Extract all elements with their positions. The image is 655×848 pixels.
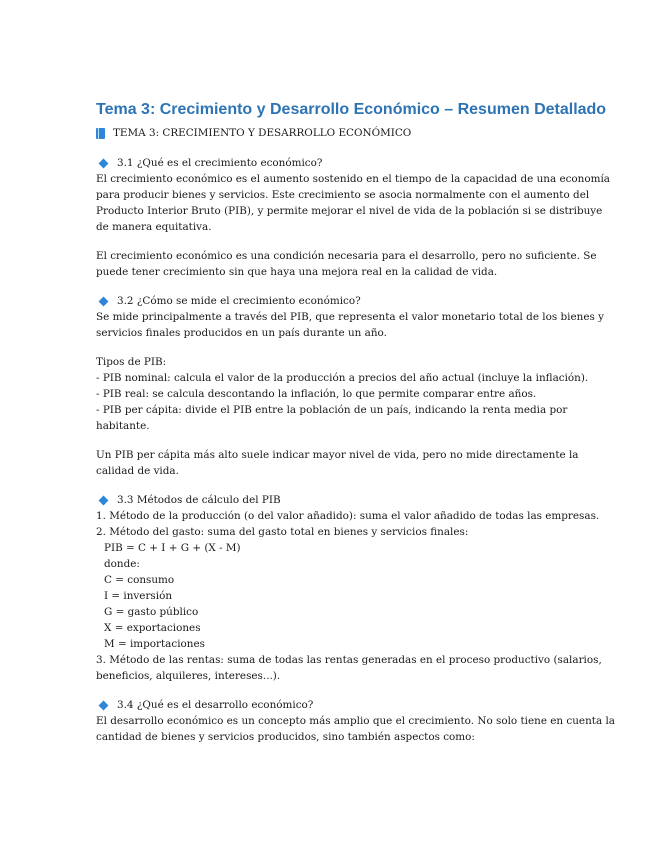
document-title: Tema 3: Crecimiento y Desarrollo Económico – Resumen Detallado <box>96 101 607 118</box>
formula-line: donde: <box>104 558 140 570</box>
heading-text: 3.2 ¿Cómo se mide el crecimiento económico? <box>117 295 361 307</box>
pib-types-list <box>96 354 615 434</box>
list-item: - PIB per cápita: divide el PIB entre la población de un país, indicando la renta media por habitante. <box>96 404 568 432</box>
list-item: 1. Método de la producción (o del valor añadido): suma el valor añadido de todas las empresas. <box>96 510 600 522</box>
section-heading <box>96 155 615 171</box>
diamond-bullet-icon <box>99 296 109 306</box>
paragraph: Se mide principalmente a través del PIB, que representa el valor monetario total de los bienes y servicios finales producidos en un país durante un año. <box>96 311 604 339</box>
section-3-2 <box>96 293 615 479</box>
section-3-3 <box>96 492 615 684</box>
formula-line: I = inversión <box>104 590 173 602</box>
formula-line: X = exportaciones <box>104 622 201 634</box>
methods-list <box>96 508 615 684</box>
section-heading <box>96 492 615 508</box>
diamond-bullet-icon <box>99 495 109 505</box>
heading-text: 3.4 ¿Qué es el desarrollo económico? <box>117 699 314 711</box>
list-label: Tipos de PIB: <box>96 356 167 368</box>
heading-text: 3.1 ¿Qué es el crecimiento económico? <box>117 157 323 169</box>
section-heading <box>96 293 615 309</box>
formula-line: PIB = C + I + G + (X - M) <box>104 542 241 554</box>
section-3-4 <box>96 697 615 745</box>
subtitle-text: TEMA 3: CRECIMIENTO Y DESARROLLO ECONÓMICO <box>113 127 412 139</box>
list-item: - PIB nominal: calcula el valor de la producción a precios del año actual (incluye la inflación). <box>96 372 589 384</box>
formula-line: C = consumo <box>104 574 175 586</box>
heading-text: 3.3 Métodos de cálculo del PIB <box>117 494 281 506</box>
list-item: 2. Método del gasto: suma del gasto total en bienes y servicios finales: <box>96 526 469 538</box>
paragraph: El desarrollo económico es un concepto más amplio que el crecimiento. No solo tiene en cuenta la cantidad de bienes y servicios producidos, sino también aspectos como: <box>96 715 615 743</box>
section-3-1 <box>96 155 615 280</box>
formula-line: M = importaciones <box>104 638 205 650</box>
paragraph: El crecimiento económico es el aumento sostenido en el tiempo de la capacidad de una economía para producir bienes y servicios. Este crecimiento se asocia normalmente con el aumento del Producto Interior Bruto (PIB), y permite mejorar el nivel de vida de la población si se distribuye de manera equitativa. <box>96 173 610 233</box>
section-subtitle <box>96 125 615 141</box>
diamond-bullet-icon <box>99 158 109 168</box>
section-heading <box>96 697 615 713</box>
paragraph: Un PIB per cápita más alto suele indicar mayor nivel de vida, pero no mide directamente la calidad de vida. <box>96 449 579 477</box>
paragraph: El crecimiento económico es una condición necesaria para el desarrollo, pero no suficiente. Se puede tener crecimiento sin que haya una mejora real en la calidad de vida. <box>96 250 597 278</box>
list-item: - PIB real: se calcula descontando la inflación, lo que permite comparar entre años. <box>96 388 537 400</box>
diamond-bullet-icon <box>99 700 109 710</box>
formula-line: G = gasto público <box>104 606 199 618</box>
list-item: 3. Método de las rentas: suma de todas las rentas generadas en el proceso productivo (salarios, beneficios, alquileres, intereses...). <box>96 654 602 682</box>
book-icon <box>96 128 105 139</box>
